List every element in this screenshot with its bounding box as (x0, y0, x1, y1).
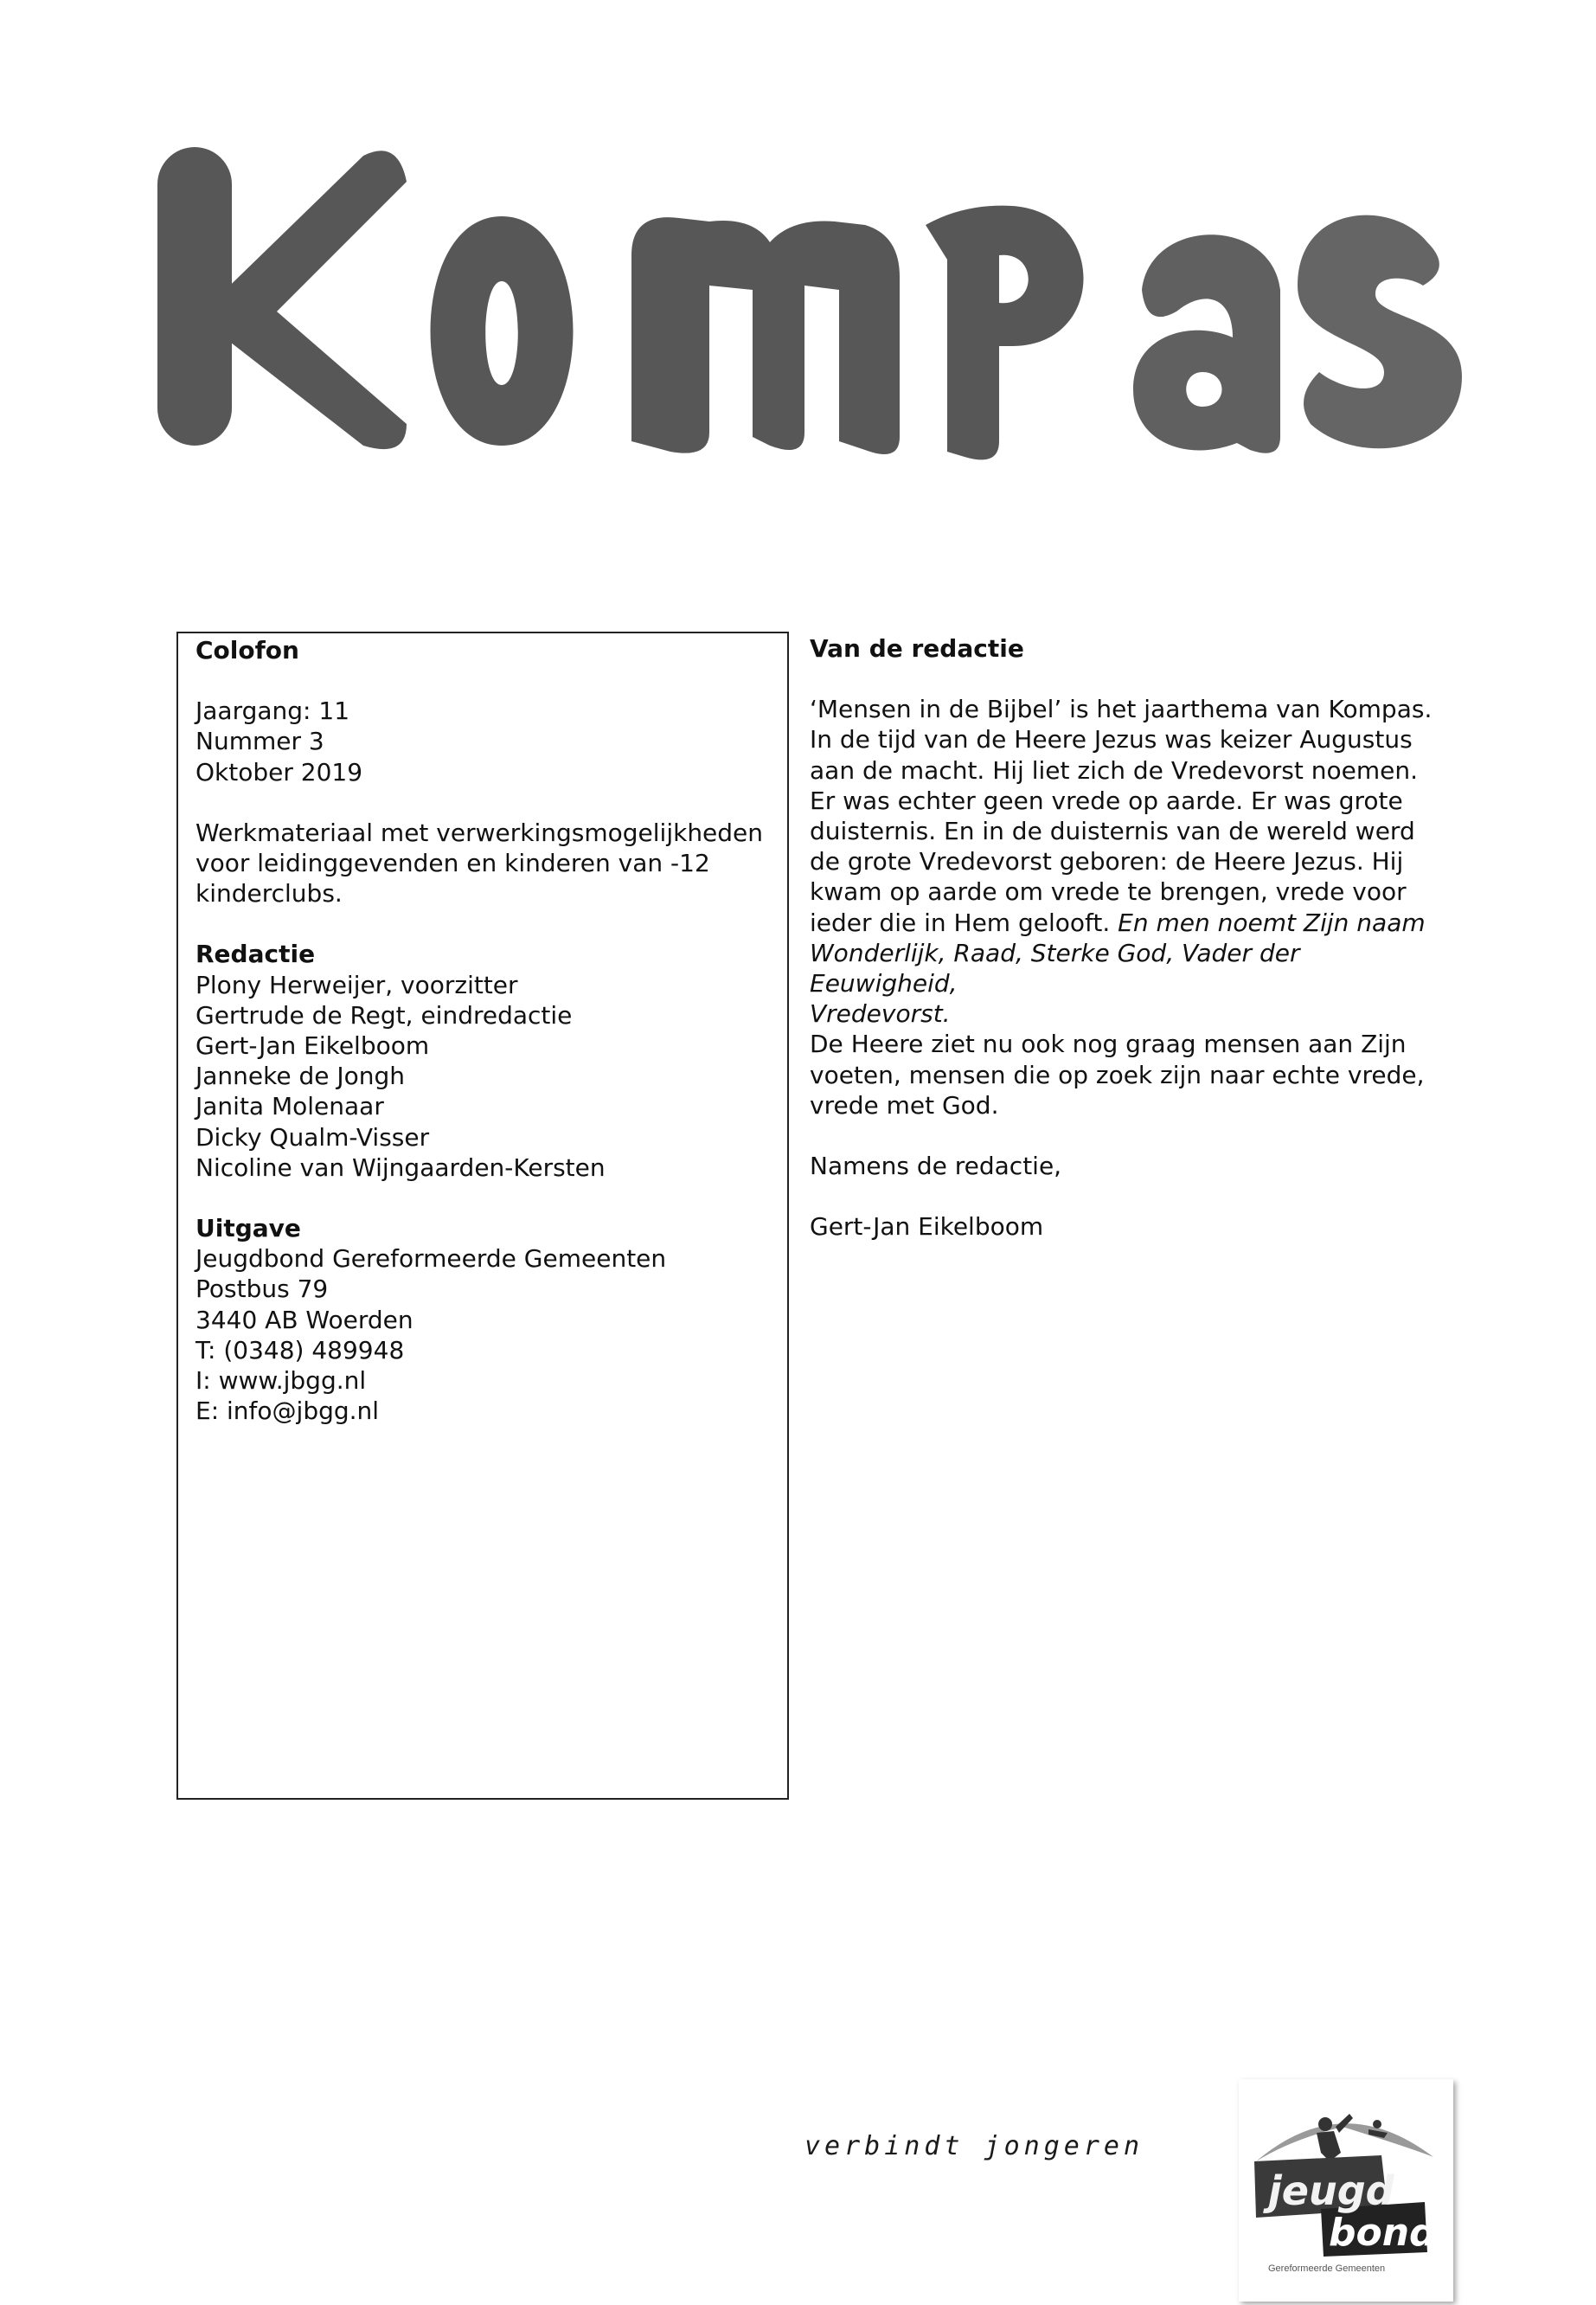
nummer: Nummer 3 (195, 727, 324, 756)
body-line: ‘Mensen in de Bijbel’ is het jaarthema van Kompas. (810, 695, 1433, 724)
uitgave-line: 3440 AB Woerden (195, 1305, 413, 1334)
redactie-member: Janneke de Jongh (195, 1062, 406, 1091)
uitgave-phone: T: (0348) 489948 (195, 1335, 405, 1364)
body-line: de grote Vredevorst geboren: de Heere Jezus. Hij (810, 847, 1404, 876)
uitgave-line: Jeugdbond Gereformeerde Gemeenten (195, 1244, 667, 1274)
colofon-box (176, 632, 789, 1800)
ondertekening: Gert-Jan Eikelboom (810, 1212, 1044, 1242)
logo-word-jeugd: jeugd (1268, 2167, 1394, 2214)
tagline (804, 2122, 1185, 2173)
van-de-redactie (810, 633, 1433, 1242)
body-line: aan de macht. Hij liet zich de Vredevorst noemen. (810, 755, 1419, 785)
logo-subtitle: Gereformeerde Gemeenten (1268, 2263, 1386, 2274)
beschrijving-line: voor leidinggevenden en kinderen van -12 (195, 849, 710, 878)
body-line: duisternis. En in de duisternis van de wereld werd (810, 817, 1415, 846)
body-line-plain: ieder die in Hem gelooft. (810, 908, 1118, 937)
jeugdbond-logo (1239, 2079, 1453, 2302)
datum: Oktober 2019 (195, 757, 363, 787)
uitgave-email: E: info@jbgg.nl (195, 1396, 380, 1426)
redactie-member: Gertrude de Regt, eindredactie (195, 1000, 573, 1030)
beschrijving-line: Werkmateriaal met verwerkingsmogelijkheden (195, 818, 764, 847)
beschrijving-line: kinderclubs. (195, 879, 343, 909)
tagline-text: verbindt jongeren (804, 2131, 1144, 2161)
uitgave-heading: Uitgave (195, 1214, 301, 1243)
kompas-logo (147, 138, 1471, 467)
redactie-stuk-heading: Van de redactie (810, 634, 1024, 663)
redactie-member: Dicky Qualm-Visser (195, 1122, 430, 1152)
bible-quote-start: En men noemt Zijn naam (1118, 908, 1426, 937)
body-line (810, 908, 1433, 938)
bible-quote-line: Wonderlijk, Raad, Sterke God, Vader der Eeuwigheid, (810, 938, 1300, 998)
redactie-member: Plony Herweijer, voorzitter (195, 970, 518, 999)
uitgave-line: Postbus 79 (195, 1274, 329, 1304)
colofon-heading: Colofon (195, 636, 299, 665)
jeugdbond-logo-graphic (1239, 2079, 1453, 2302)
body-line: vrede met God. (810, 1090, 999, 1120)
body-line: Er was echter geen vrede op aarde. Er was grote (810, 786, 1403, 815)
redactie-heading: Redactie (195, 940, 316, 969)
body-line: kwam op aarde om vrede te brengen, vrede voor (810, 877, 1407, 907)
uitgave-website: I: www.jbgg.nl (195, 1366, 367, 1396)
redactie-member: Nicoline van Wijngaarden-Kersten (195, 1152, 606, 1182)
body-line: In de tijd van de Heere Jezus was keizer Augustus (810, 725, 1413, 754)
body-line: voeten, mensen die op zoek zijn naar echte vrede, (810, 1060, 1425, 1089)
groet: Namens de redactie, (810, 1152, 1062, 1181)
bible-quote-line: Vredevorst. (810, 999, 951, 1029)
redactie-member: Janita Molenaar (195, 1092, 384, 1121)
redactie-member: Gert-Jan Eikelboom (195, 1031, 430, 1061)
body-line: De Heere ziet nu ook nog graag mensen aan Zijn (810, 1030, 1407, 1059)
jaargang: Jaargang: 11 (195, 697, 350, 726)
logo-word-bond: bond (1329, 2211, 1437, 2255)
